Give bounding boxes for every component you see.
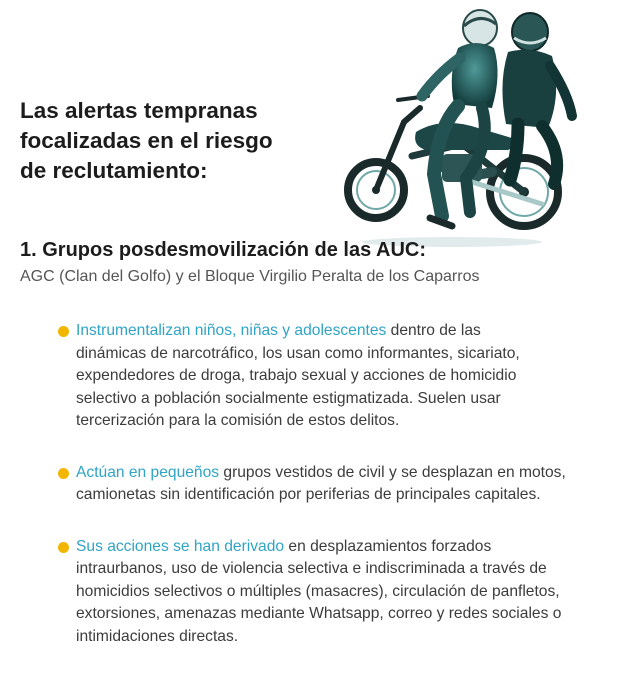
- title-line: de reclutamiento:: [20, 158, 208, 183]
- title-line: focalizadas en el riesgo: [20, 128, 273, 153]
- bullet-text: en desplazamientos forzados: [284, 537, 492, 555]
- bullet-line: expendedores de droga, trabajo sexual y acciones de homicidio: [76, 367, 517, 384]
- bullet-highlight: Actúan en pequeños: [76, 463, 220, 481]
- bullet-dot-icon: [58, 468, 69, 479]
- bullet-line: dinámicas de narcotráfico, los usan como informantes, sicariato,: [76, 344, 520, 362]
- title-line: Las alertas tempranas: [20, 98, 258, 123]
- bullet-line: homicidios selectivos o múltiples (masacres), circulación de panfletos,: [76, 582, 560, 600]
- bullet-item: [58, 536, 628, 649]
- bullet-list: [58, 320, 628, 677]
- bullet-first-line: [76, 320, 628, 343]
- bullet-item: [58, 462, 628, 507]
- bullet-line: intraurbanos, uso de violencia selectiva e indiscriminada a través de: [76, 560, 547, 577]
- bullet-line: selectivo a población socialmente estigmatizada. Suelen usar: [76, 389, 501, 407]
- bullet-dot-icon: [58, 326, 69, 337]
- section-subtitle: AGC (Clan del Golfo) y el Bloque Virgilio Peralta de los Caparros: [20, 268, 480, 285]
- bullet-line: intimidaciones directas.: [76, 627, 239, 645]
- bullet-line: tercerización para la comisión de estos delitos.: [76, 412, 400, 429]
- bullet-line: camionetas sin identificación por periferias de principales capitales.: [76, 486, 541, 503]
- bullet-highlight: Instrumentalizan niños, niñas y adolescentes: [76, 322, 387, 339]
- bullet-text: dentro de las: [386, 322, 481, 339]
- main-title: [20, 96, 320, 186]
- bullet-first-line: [76, 462, 628, 485]
- motorcycle-riders-photo: [342, 4, 587, 250]
- bullet-item: [58, 320, 628, 433]
- bullet-text: grupos vestidos de civil y se desplazan en motos,: [219, 463, 566, 481]
- bullet-highlight: Sus acciones se han derivado: [76, 537, 285, 555]
- bullet-dot-icon: [58, 542, 69, 553]
- bullet-first-line: [76, 536, 628, 559]
- bullet-line: extorsiones, amenazas mediante Whatsapp, correo y redes sociales o: [76, 605, 562, 622]
- section-title: 1. Grupos posdesmovilización de las AUC:: [20, 239, 427, 261]
